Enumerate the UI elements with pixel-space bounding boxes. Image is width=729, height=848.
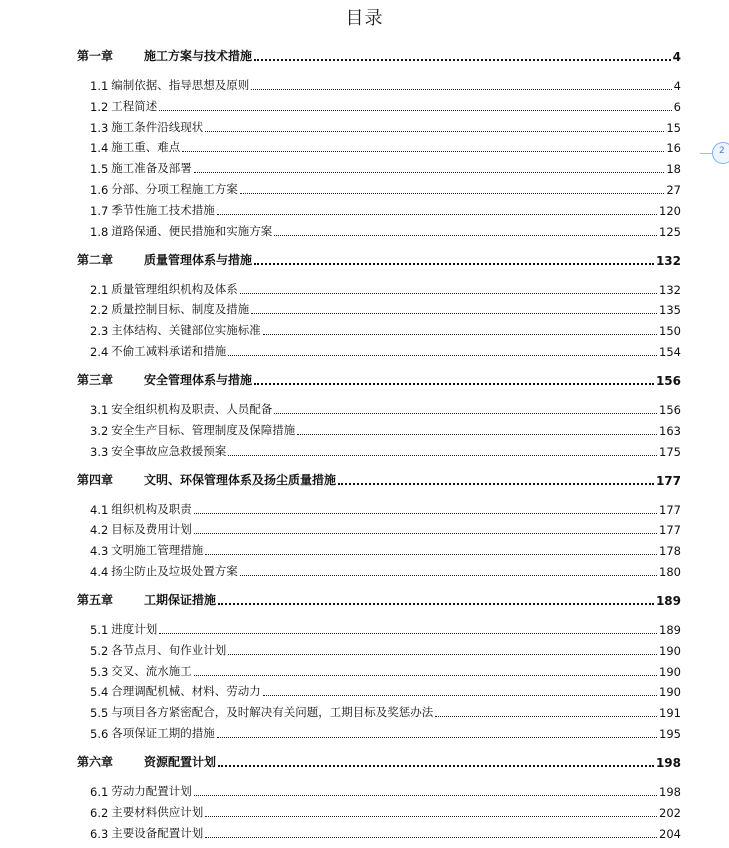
toc-page-number: 16 (666, 141, 681, 156)
toc-section-row[interactable] (90, 422, 681, 438)
toc-dot-leader (228, 455, 657, 456)
toc-dot-leader (194, 795, 657, 796)
toc-section-row[interactable] (90, 642, 681, 658)
toc-chapter-row[interactable] (77, 472, 681, 488)
toc-dot-leader (205, 816, 657, 817)
toc-entry-number: 6.3 (90, 826, 109, 841)
toc-entry-title: 安全组织机构及职责、人员配备 (111, 402, 273, 416)
toc-entry-number: 1.3 (90, 120, 109, 135)
toc-dot-leader (217, 214, 657, 215)
toc-dot-leader (159, 110, 671, 111)
toc-entry-title: 工程简述 (111, 98, 158, 113)
toc-section-row[interactable] (90, 783, 681, 799)
toc-entry-number: 2.2 (90, 303, 109, 318)
toc-entry-number: 第三章 (77, 373, 114, 387)
toc-entry-number: 1.7 (90, 203, 109, 218)
toc-entry-title: 道路保通、便民措施和实施方案 (111, 223, 273, 238)
toc-dot-leader (254, 59, 671, 61)
toc-page-number: 190 (659, 685, 681, 700)
toc-entry-title: 编制依据、指导思想及原则 (111, 78, 250, 92)
toc-entry-title: 质量管理组织机构及体系 (111, 281, 238, 296)
toc-dot-leader (194, 513, 657, 514)
toc-section-row[interactable] (90, 501, 681, 517)
toc-dot-leader (182, 151, 664, 152)
toc-entry-title: 各节点月、旬作业计划 (111, 642, 227, 657)
toc-dot-leader (338, 483, 654, 485)
toc-dot-leader (240, 193, 665, 194)
toc-section-row[interactable] (90, 563, 681, 579)
toc-section-row[interactable] (90, 443, 681, 459)
toc-page-number: 177 (655, 473, 681, 488)
toc-dot-leader (297, 434, 657, 435)
toc-entry-number: 第二章 (77, 252, 114, 267)
toc-entry-number: 5.6 (90, 727, 109, 741)
toc-entry-number: 第一章 (77, 49, 114, 63)
toc-entry-number: 3.2 (90, 423, 109, 438)
toc-page-number: 177 (659, 523, 681, 538)
toc-page-number: 154 (659, 345, 681, 359)
toc-page-number: 190 (659, 664, 681, 679)
toc-entry-number: 4.2 (90, 523, 109, 538)
toc-entry-number: 5.4 (90, 685, 109, 700)
toc-entry-title: 与项目各方紧密配合，及时解决有关问题，工期目标及奖惩办法 (111, 705, 434, 720)
toc-page-number: 156 (659, 403, 681, 417)
toc-page-number: 132 (655, 253, 681, 268)
toc-dot-leader (205, 837, 657, 838)
toc-entry-number: 1.8 (90, 224, 109, 239)
toc-entry-title: 合理调配机械、材料、劳动力 (111, 684, 261, 699)
toc-page-number: 163 (659, 423, 681, 438)
toc-section-row[interactable] (90, 804, 681, 820)
toc-section-row[interactable] (90, 343, 681, 359)
toc-entry-title: 季节性施工技术措施 (111, 202, 215, 217)
toc-dot-leader (263, 334, 657, 335)
toc-entry-number: 6.2 (90, 805, 109, 820)
toc-entry-title: 质量控制目标、制度及措施 (111, 302, 250, 317)
toc-entry-number: 1.1 (90, 79, 109, 93)
toc-entry-title: 工期保证措施 (144, 593, 217, 607)
toc-page-number: 156 (655, 374, 681, 388)
toc-entry-number: 1.6 (90, 183, 109, 197)
toc-chapter-row[interactable] (77, 754, 681, 770)
toc-entry-number: 5.2 (90, 643, 109, 658)
comment-marker-number: 2 (719, 146, 725, 156)
toc-entry-title: 文明施工管理措施 (111, 543, 204, 558)
toc-entry-number: 2.3 (90, 324, 109, 339)
toc-section-row[interactable] (90, 401, 681, 417)
toc-dot-leader (251, 89, 671, 90)
toc-chapter-row[interactable] (77, 372, 681, 388)
toc-entry-number: 第四章 (77, 472, 114, 487)
toc-dot-leader (435, 716, 657, 717)
toc-chapter-row[interactable] (77, 592, 681, 608)
toc-page-number: 18 (666, 162, 681, 177)
toc-entry-number: 2.1 (90, 282, 109, 297)
toc-page-number: 125 (659, 224, 681, 239)
toc-section-row[interactable] (90, 119, 681, 135)
toc-section-row[interactable] (90, 725, 681, 741)
toc-section-row[interactable] (90, 521, 681, 537)
toc-entry-title: 安全事故应急救援预案 (111, 443, 227, 458)
toc-dot-leader (254, 263, 654, 265)
toc-page-number: 180 (659, 565, 681, 579)
toc-dot-leader (159, 633, 657, 634)
toc-entry-number: 2.4 (90, 345, 109, 359)
toc-page-number: 135 (659, 303, 681, 318)
toc-entry-title: 各项保证工期的措施 (111, 726, 215, 740)
toc-entry-number: 1.2 (90, 99, 109, 114)
toc-entry-title: 施工重、难点 (111, 140, 181, 155)
toc-section-row[interactable] (90, 98, 681, 114)
toc-entry-title: 文明、环保管理体系及扬尘质量措施 (144, 472, 337, 487)
toc-dot-leader (194, 533, 657, 534)
toc-page-number: 190 (659, 643, 681, 658)
toc-dot-leader (240, 293, 657, 294)
toc-chapter-row[interactable] (77, 48, 681, 64)
toc-dot-leader (274, 235, 657, 236)
toc-page-number: 132 (659, 282, 681, 297)
toc-section-row[interactable] (90, 139, 681, 155)
toc-entry-title: 扬尘防止及垃圾处置方案 (111, 564, 238, 578)
toc-page-number: 191 (659, 706, 681, 721)
toc-dot-leader (251, 313, 657, 314)
toc-page-number: 15 (666, 120, 681, 135)
toc-entry-number: 3.3 (90, 444, 109, 459)
toc-page-number: 198 (659, 785, 681, 799)
toc-dot-leader (240, 575, 657, 576)
toc-entry-title: 施工准备及部署 (111, 161, 192, 176)
toc-section-row[interactable] (90, 542, 681, 558)
toc-entry-title: 安全生产目标、管理制度及保障措施 (111, 422, 296, 437)
toc-page-number: 204 (659, 826, 681, 841)
toc-page-number: 150 (659, 324, 681, 339)
toc-section-row[interactable] (90, 160, 681, 176)
toc-page-number: 195 (659, 727, 681, 741)
document-title: 目录 (345, 8, 384, 29)
toc-page-number: 4 (672, 50, 681, 64)
toc-entry-number: 第六章 (77, 755, 114, 769)
toc-entry-number: 5.5 (90, 706, 109, 721)
toc-page-number: 175 (659, 444, 681, 459)
toc-section-row[interactable] (90, 825, 681, 841)
toc-dot-leader (205, 131, 664, 132)
toc-page-number: 6 (673, 99, 681, 114)
toc-entry-title: 不偷工减料承诺和措施 (111, 344, 227, 358)
toc-dot-leader (218, 765, 654, 767)
toc-dot-leader (194, 675, 657, 676)
toc-entry-number: 5.3 (90, 664, 109, 679)
toc-entry-title: 施工条件沿线现状 (111, 119, 204, 134)
toc-entry-number: 5.1 (90, 623, 109, 637)
toc-entry-number: 1.5 (90, 162, 109, 177)
toc-page-number: 120 (659, 203, 681, 218)
toc-entry-title: 质量管理体系与措施 (144, 252, 253, 267)
toc-section-row[interactable] (90, 202, 681, 218)
toc-entry-number: 4.1 (90, 502, 109, 517)
toc-entry-title: 主要设备配置计划 (111, 825, 204, 840)
toc-entry-title: 主要材料供应计划 (111, 804, 204, 819)
toc-entry-number: 第五章 (77, 593, 114, 607)
toc-section-row[interactable] (90, 322, 681, 338)
toc-page-number: 189 (655, 594, 681, 608)
toc-section-row[interactable] (90, 181, 681, 197)
toc-section-row[interactable] (90, 301, 681, 317)
toc-page-number: 198 (655, 756, 681, 770)
toc-dot-leader (218, 603, 654, 605)
toc-section-row[interactable] (90, 77, 681, 93)
toc-entry-title: 施工方案与技术措施 (144, 49, 253, 63)
toc-entry-title: 安全管理体系与措施 (144, 373, 253, 387)
toc-entry-number: 1.4 (90, 141, 109, 156)
toc-dot-leader (263, 695, 657, 696)
toc-entry-title: 进度计划 (111, 622, 158, 636)
toc-entry-number: 4.4 (90, 565, 109, 579)
toc-dot-leader (254, 383, 654, 385)
toc-page-number: 177 (659, 502, 681, 517)
toc-chapter-row[interactable] (77, 252, 681, 268)
toc-page-number: 178 (659, 544, 681, 559)
toc-page-number: 189 (659, 623, 681, 637)
toc-page-number: 27 (666, 183, 681, 197)
toc-section-row[interactable] (90, 704, 681, 720)
comment-marker-icon[interactable] (712, 142, 729, 164)
toc-entry-title: 目标及费用计划 (111, 522, 192, 537)
toc-page-number: 4 (673, 79, 681, 93)
toc-entry-title: 分部、分项工程施工方案 (111, 182, 238, 196)
toc-dot-leader (194, 172, 665, 173)
toc-entry-title: 组织机构及职责 (111, 501, 192, 516)
toc-entry-title: 劳动力配置计划 (111, 784, 192, 798)
toc-dot-leader (274, 413, 657, 414)
toc-section-row[interactable] (90, 223, 681, 239)
toc-section-row[interactable] (90, 281, 681, 297)
toc-dot-leader (228, 654, 657, 655)
toc-dot-leader (205, 554, 657, 555)
toc-entry-title: 交叉、流水施工 (111, 663, 192, 678)
toc-section-row[interactable] (90, 663, 681, 679)
toc-dot-leader (228, 355, 657, 356)
toc-entry-number: 3.1 (90, 403, 109, 417)
toc-page-number: 202 (659, 805, 681, 820)
toc-entry-title: 资源配置计划 (144, 755, 217, 769)
toc-dot-leader (217, 737, 657, 738)
toc-entry-title: 主体结构、关键部位实施标准 (111, 323, 261, 338)
toc-section-row[interactable] (90, 683, 681, 699)
toc-entry-number: 6.1 (90, 785, 109, 799)
toc-entry-number: 4.3 (90, 544, 109, 559)
toc-section-row[interactable] (90, 621, 681, 637)
